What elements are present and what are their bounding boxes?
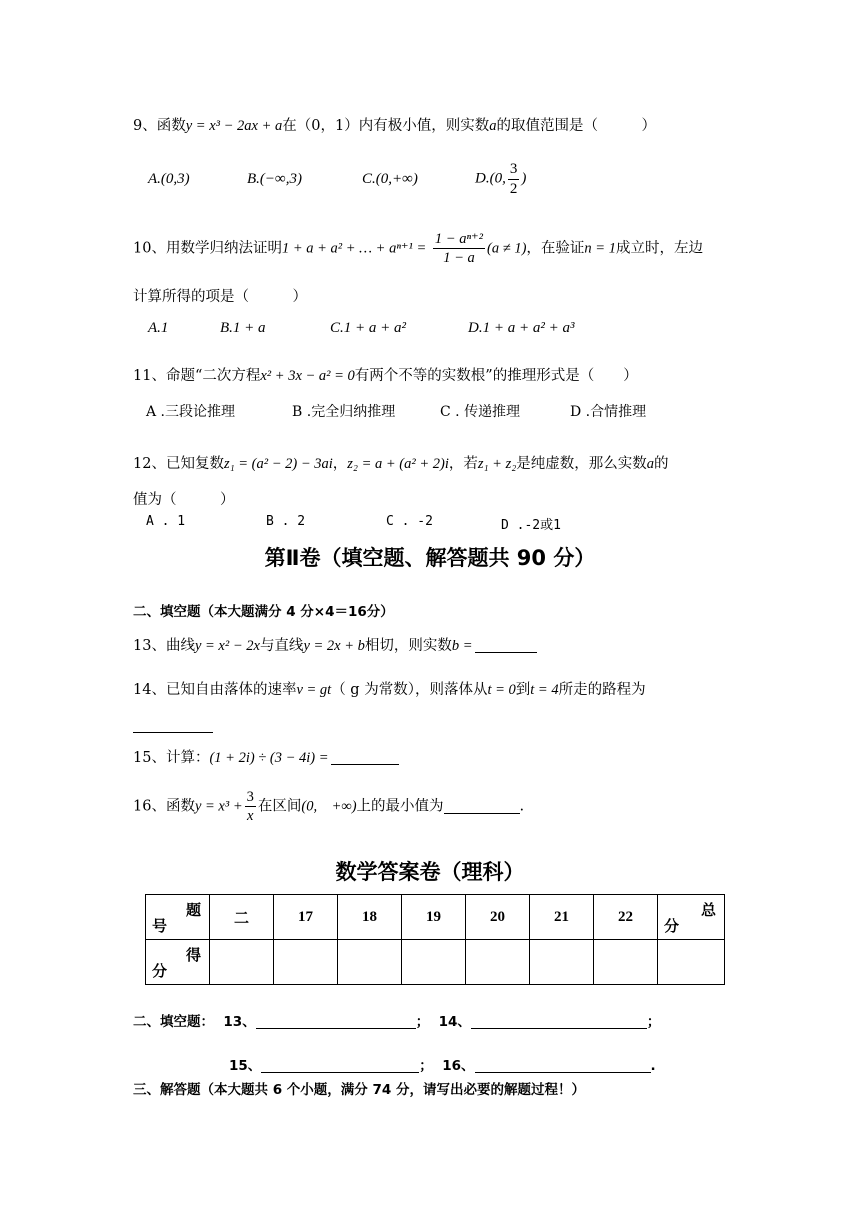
q10-option-c: C.1 + a + a² (330, 320, 406, 336)
score-cell[interactable] (594, 940, 658, 985)
fill-in-header: 二、填空题（本大题满分 4 分×4＝16分） (133, 604, 394, 620)
col-19: 19 (402, 895, 466, 940)
solve-header: 三、解答题（本大题共 6 个小题，满分 74 分，请写出必要的解题过程！） (133, 1082, 585, 1098)
q11-stem: 11、命题“二次方程x² + 3x − a² = 0有两个不等的实数根”的推理形式是（ ） (133, 368, 638, 384)
q9-option-c: C.(0,+∞) (362, 171, 418, 187)
q9-option-b: B.(−∞,3) (247, 171, 302, 187)
q11-option-a: A .三段论推理 (146, 404, 236, 420)
q12-stem: 12、已知复数z₁ = (a² − 2) − 3ai，z₂ = a + (a² + 2)i，若z₁ + z₂是纯虚数，那么实数a的 (133, 456, 669, 472)
score-cell[interactable] (530, 940, 594, 985)
q11-option-c: C . 传递推理 (440, 404, 521, 420)
answer-blank-14[interactable] (471, 1014, 647, 1029)
q15-stem: 15、计算：(1 + 2i) ÷ (3 − 4i) = (133, 750, 399, 767)
q16-stem: 16、函数y = x³ + $\frac{3}{x}$ 在区间(0, +∞)上的最小值为 . (133, 789, 525, 825)
q14-stem: 14、已知自由落体的速率v = gt（ g 为常数），则落体从t = 0到t = 4所走的路程为 (133, 682, 646, 698)
q16-answer-blank (444, 799, 520, 814)
q11-option-d: D .合情推理 (570, 404, 647, 420)
score-table-header-row (146, 895, 725, 940)
score-cell[interactable] (210, 940, 274, 985)
score-cell[interactable] (402, 940, 466, 985)
answer-blank-13[interactable] (256, 1014, 416, 1029)
total-header: 总 分 (658, 895, 725, 940)
question-number-header: 题 号 (146, 895, 210, 940)
q13-stem: 13、曲线y = x² − 2x与直线y = 2x + b相切，则实数b = (133, 638, 537, 655)
score-cell[interactable] (338, 940, 402, 985)
q10-option-d: D.1 + a + a² + a³ (468, 320, 575, 336)
answer-fill-row-1: 二、填空题： 13、 ； 14、 ； (133, 1014, 661, 1030)
q14-answer-blank (133, 718, 213, 733)
col-17: 17 (274, 895, 338, 940)
q10-option-b: B.1 + a (220, 320, 266, 336)
answer-sheet-title: 数学答案卷（理科） (335, 860, 525, 884)
q10-option-a: A.1 (148, 320, 169, 336)
score-cell[interactable] (658, 940, 725, 985)
answer-fill-row-2: 15、 ； 16、 . (229, 1058, 656, 1074)
q10-line2: 计算所得的项是（ ） (133, 289, 307, 305)
score-table (145, 894, 725, 985)
q9-option-a: A.(0,3) (148, 171, 190, 187)
section2-title: 第Ⅱ卷（填空题、解答题共 90 分） (264, 546, 596, 570)
q11-option-b: B .完全归纳推理 (292, 404, 396, 420)
score-row-header: 得 分 (146, 940, 210, 985)
q9-option-d: D.(0, $\frac{3}{2}$ ) (475, 161, 527, 197)
answer-blank-15[interactable] (261, 1058, 419, 1073)
q12-option-c: C . -2 (386, 514, 433, 529)
col-22: 22 (594, 895, 658, 940)
score-cell[interactable] (466, 940, 530, 985)
q12-option-b: B . 2 (266, 514, 306, 529)
q12-option-a: A . 1 (146, 514, 186, 529)
col-2: 二 (210, 895, 274, 940)
score-table-score-row (146, 940, 725, 985)
q10-stem: 10、用数学归纳法证明1 + a + a² + … + aⁿ⁺¹ = $\frac{\text{1 − aⁿ⁺²}}{1 - a}$ (a ≠ 1)，在验证n = 1成立时，左边 (133, 231, 703, 267)
answer-blank-16[interactable] (475, 1058, 651, 1073)
q13-answer-blank (475, 638, 537, 653)
q15-answer-blank (331, 750, 399, 765)
q12-line2: 值为（ ） (133, 492, 235, 508)
col-20: 20 (466, 895, 530, 940)
score-cell[interactable] (274, 940, 338, 985)
q12-option-d: D .-2或1 (501, 518, 561, 533)
col-21: 21 (530, 895, 594, 940)
q9-stem: 9、函数y = x³ − 2ax + a在（0，1）内有极小值，则实数a的取值范围是（ ） (133, 118, 656, 134)
col-18: 18 (338, 895, 402, 940)
